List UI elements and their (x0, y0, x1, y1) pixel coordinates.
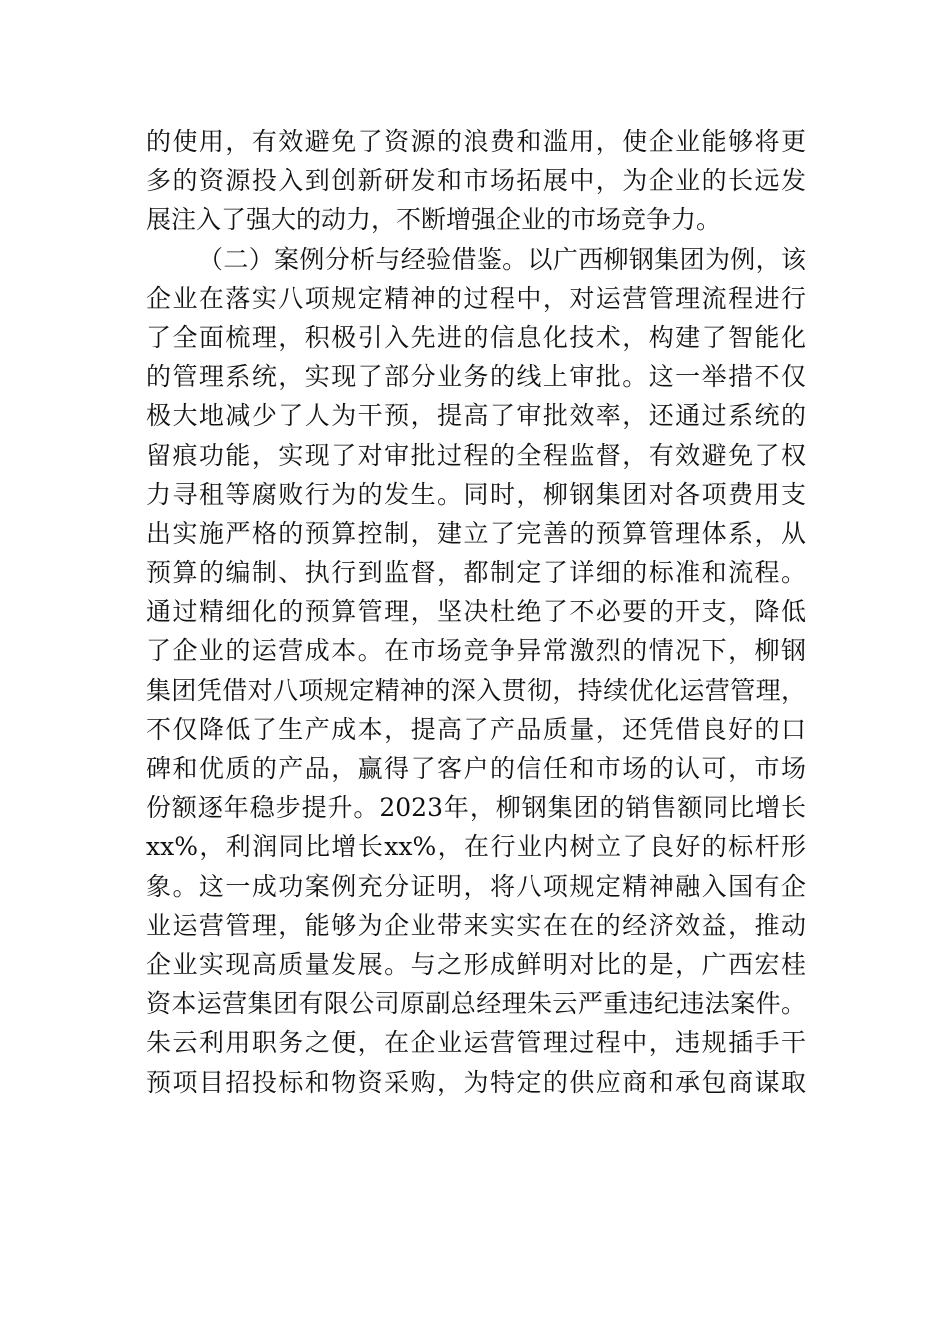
text-line: 份额逐年稳步提升。2023年，柳钢集团的销售额同比增长 (146, 793, 806, 823)
text-line: 碑和优质的产品，赢得了客户的信任和市场的认可，市场 (146, 754, 806, 783)
text-line: 预项目招投标和物资采购，为特定的供应商和承包商谋取 (146, 1067, 806, 1097)
text-line: 的管理系统，实现了部分业务的线上审批。这一举措不仅 (146, 362, 806, 392)
text-line: 留痕功能，实现了对审批过程的全程监督，有效避免了权 (146, 440, 806, 470)
text-line: 不仅降低了生产成本，提高了产品质量，还凭借良好的口 (146, 714, 806, 744)
text-line: 通过精细化的预算管理，坚决杜绝了不必要的开支，降低 (146, 597, 806, 627)
text-line: 象。这一成功案例充分证明，将八项规定精神融入国有企 (146, 871, 806, 901)
text-line: 了全面梳理，积极引入先进的信息化技术，构建了智能化 (146, 322, 806, 352)
section-heading-line: （二）案例分析与经验借鉴。以广西柳钢集团为例，该 (198, 244, 806, 274)
text-line: 企业在落实八项规定精神的过程中，对运营管理流程进行 (146, 283, 806, 313)
text-line: 朱云利用职务之便，在企业运营管理过程中，违规插手干 (146, 1028, 806, 1058)
text-line: 多的资源投入到创新研发和市场拓展中，为企业的长远发 (146, 166, 806, 196)
text-line: 出实施严格的预算控制，建立了完善的预算管理体系，从 (146, 518, 806, 548)
text-line: 业运营管理，能够为企业带来实实在在的经济效益，推动 (146, 910, 806, 940)
text-line: 了企业的运营成本。在市场竞争异常激烈的情况下，柳钢 (146, 636, 806, 666)
text-line: 企业实现高质量发展。与之形成鲜明对比的是，广西宏桂 (146, 949, 806, 979)
text-line: xx%，利润同比增长xx%，在行业内树立了良好的标杆形 (146, 832, 806, 862)
text-line: 的使用，有效避免了资源的浪费和滥用，使企业能够将更 (146, 127, 806, 156)
text-line: 预算的编制、执行到监督，都制定了详细的标准和流程。 (146, 558, 806, 588)
text-line: 集团凭借对八项规定精神的深入贯彻，持续优化运营管理， (146, 675, 806, 705)
text-line: 极大地减少了人为干预，提高了审批效率，还通过系统的 (146, 401, 806, 431)
body-text (146, 122, 806, 1102)
text-line: 展注入了强大的动力，不断增强企业的市场竞争力。 (146, 205, 722, 235)
text-line: 资本运营集团有限公司原副总经理朱云严重违纪违法案件。 (146, 989, 806, 1019)
text-line: 力寻租等腐败行为的发生。同时，柳钢集团对各项费用支 (146, 479, 806, 509)
